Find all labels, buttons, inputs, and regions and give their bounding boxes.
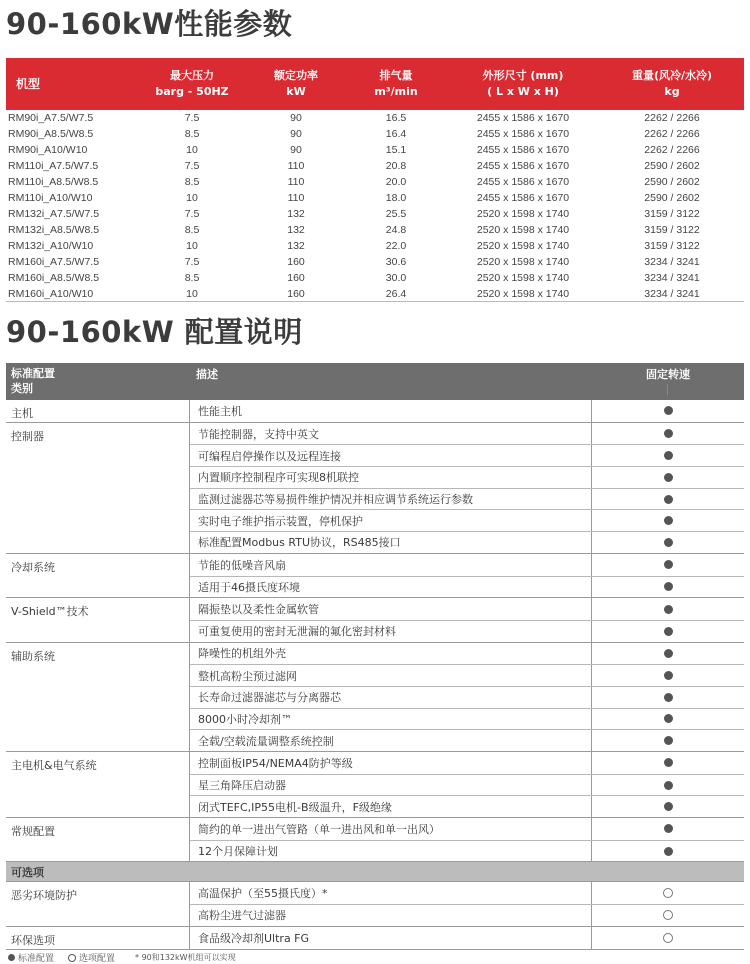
item-mark — [592, 888, 744, 898]
model-cell: RM90i_A8.5/W8.5 — [8, 128, 94, 140]
item-description: 简约的单一进出气管路（单一进出风和单一出风） — [190, 818, 592, 840]
item-mark — [592, 714, 744, 723]
optional-section-bar: 可选项 — [6, 862, 744, 882]
standard-dot-icon — [664, 671, 673, 680]
item-mark — [592, 473, 744, 482]
item-description: 星三角降压启动器 — [190, 775, 592, 796]
standard-dot-icon — [664, 802, 673, 811]
pressure-cell: 8.5 — [184, 128, 200, 140]
item-mark — [592, 516, 744, 525]
model-cell: RM132i_A8.5/W8.5 — [8, 224, 100, 236]
pressure-cell: 10 — [186, 144, 198, 156]
group-items — [190, 927, 744, 949]
power-cell: 90 — [290, 144, 302, 156]
pressure-cell: 10 — [186, 287, 198, 300]
config-item — [190, 488, 744, 510]
item-description: 控制面板IP54/NEMA4防护等级 — [190, 752, 592, 774]
standard-dot-icon — [664, 714, 673, 723]
standard-dot-icon — [664, 516, 673, 525]
pressure-cell: 8.5 — [184, 224, 200, 236]
group-category: 环保选项 — [6, 927, 190, 949]
item-mark — [592, 910, 744, 920]
weight-cell: 2262 / 2266 — [644, 112, 700, 124]
group-items — [190, 400, 744, 422]
config-item — [190, 818, 744, 840]
item-mark — [592, 538, 744, 547]
group-category: 常规配置 — [6, 818, 190, 861]
weight-cell: 2590 / 2602 — [644, 176, 700, 188]
group-items — [190, 643, 744, 751]
flow-cell: 15.1 — [385, 144, 407, 156]
standard-dot-icon — [664, 582, 673, 591]
group-items — [190, 818, 744, 861]
flow-cell: 26.4 — [385, 287, 407, 300]
item-description: 高粉尘进气过滤器 — [190, 905, 592, 926]
config-table-header — [6, 363, 744, 400]
spec-header-pressure: 最大压力 barg - 50HZ — [155, 69, 229, 98]
model-cell: RM160i_A10/W10 — [8, 287, 94, 300]
config-group — [6, 554, 744, 598]
config-item — [190, 576, 744, 598]
config-item — [190, 620, 744, 642]
group-category: 控制器 — [6, 423, 190, 553]
config-group — [6, 400, 744, 423]
dimensions-cell: 2520 x 1598 x 1740 — [476, 256, 570, 268]
group-items — [190, 752, 744, 817]
power-cell: 110 — [287, 160, 305, 172]
dimensions-cell: 2455 x 1586 x 1670 — [476, 128, 570, 140]
spec-row — [6, 270, 744, 286]
power-cell: 110 — [287, 176, 305, 188]
item-description: 食品级冷却剂Ultra FG — [190, 927, 592, 949]
legend-standard: 标准配置 — [18, 954, 55, 964]
model-cell: RM110i_A7.5/W7.5 — [8, 160, 99, 172]
config-item — [190, 598, 744, 620]
spec-table-header — [6, 58, 744, 110]
item-description: 闭式TEFC,IP55电机-B级温升，F级绝缘 — [190, 796, 592, 817]
group-items — [190, 423, 744, 553]
standard-groups — [6, 400, 744, 862]
model-cell: RM160i_A7.5/W7.5 — [8, 256, 100, 268]
standard-dot-icon — [664, 538, 673, 547]
item-description: 降噪性的机组外壳 — [190, 643, 592, 665]
group-items — [190, 882, 744, 925]
item-description: 可编程启停操作以及远程连接 — [190, 445, 592, 466]
power-cell: 132 — [287, 224, 305, 236]
flow-cell: 16.5 — [385, 112, 407, 124]
spec-header-flow: 排气量 m³/min — [374, 69, 418, 98]
item-mark — [592, 406, 744, 415]
config-item — [190, 554, 744, 576]
optional-groups — [6, 882, 744, 949]
spec-row — [6, 190, 744, 206]
dimensions-cell: 2520 x 1598 x 1740 — [476, 272, 570, 284]
power-cell: 132 — [287, 240, 305, 252]
dimensions-cell: 2455 x 1586 x 1670 — [476, 160, 570, 172]
config-group — [6, 423, 744, 554]
spec-title: 90-160kW性能参数 — [6, 7, 293, 41]
spec-row — [6, 110, 744, 126]
config-header-category: 标准配置 类别 — [11, 367, 55, 395]
spec-row — [6, 222, 744, 238]
standard-dot-icon — [664, 495, 673, 504]
weight-cell: 3234 / 3241 — [644, 287, 700, 300]
model-cell: RM90i_A7.5/W7.5 — [8, 112, 94, 124]
config-item — [190, 729, 744, 751]
pressure-cell: 7.5 — [184, 256, 200, 268]
standard-dot-icon — [664, 560, 673, 569]
dimensions-cell: 2520 x 1598 x 1740 — [476, 240, 570, 252]
spec-row — [6, 238, 744, 254]
config-group — [6, 927, 744, 950]
config-item — [190, 795, 744, 817]
config-item — [190, 882, 744, 904]
weight-cell: 2590 / 2602 — [644, 160, 700, 172]
power-cell: 90 — [290, 112, 302, 124]
flow-cell: 22.0 — [385, 240, 407, 252]
spec-row — [6, 254, 744, 270]
spec-header-dimensions: 外形尺寸 (mm) ( L x W x H) — [482, 69, 564, 98]
config-item — [190, 531, 744, 553]
flow-cell: 30.0 — [385, 272, 407, 284]
item-mark — [592, 560, 744, 569]
model-cell: RM160i_A8.5/W8.5 — [8, 272, 100, 284]
legend — [8, 951, 236, 964]
power-cell: 160 — [287, 272, 305, 284]
optional-ring-icon — [68, 954, 76, 962]
standard-dot-icon — [8, 954, 15, 961]
item-mark — [592, 847, 744, 856]
dimensions-cell: 2455 x 1586 x 1670 — [476, 192, 570, 204]
config-item — [190, 927, 744, 949]
item-description: 隔振垫以及柔性金属软管 — [190, 598, 592, 620]
item-description: 标准配置Modbus RTU协议，RS485接口 — [190, 532, 592, 553]
config-item — [190, 400, 744, 422]
spec-row — [6, 142, 744, 158]
pressure-cell: 10 — [186, 240, 198, 252]
spec-header-model: 机型 — [16, 77, 41, 91]
standard-dot-icon — [664, 473, 673, 482]
item-mark — [592, 627, 744, 636]
config-item — [190, 664, 744, 686]
item-mark — [592, 781, 744, 790]
item-description: 适用于46摄氏度环境 — [190, 577, 592, 598]
dimensions-cell: 2520 x 1598 x 1740 — [476, 208, 570, 220]
config-group — [6, 752, 744, 818]
item-description: 性能主机 — [190, 400, 592, 422]
pressure-cell: 10 — [186, 192, 198, 204]
standard-dot-icon — [664, 605, 673, 614]
item-mark — [592, 451, 744, 460]
flow-cell: 18.0 — [385, 192, 407, 204]
item-description: 实时电子维护指示装置，停机保护 — [190, 510, 592, 531]
standard-dot-icon — [664, 429, 673, 438]
power-cell: 160 — [287, 287, 305, 300]
model-cell: RM110i_A10/W10 — [8, 192, 93, 204]
pressure-cell: 7.5 — [184, 160, 200, 172]
group-category: 主机 — [6, 400, 190, 422]
config-item — [190, 840, 744, 862]
power-cell: 90 — [290, 128, 302, 140]
item-mark — [592, 582, 744, 591]
legend-optional: 选项配置 — [79, 954, 116, 964]
pressure-cell: 7.5 — [184, 208, 200, 220]
group-category: V-Shield™技术 — [6, 598, 190, 641]
dimensions-cell: 2455 x 1586 x 1670 — [476, 176, 570, 188]
pressure-cell: 8.5 — [184, 272, 200, 284]
config-item — [190, 509, 744, 531]
item-description: 12个月保障计划 — [190, 841, 592, 862]
standard-dot-icon — [664, 824, 673, 833]
spec-row — [6, 174, 744, 190]
model-cell: RM110i_A8.5/W8.5 — [8, 176, 99, 188]
flow-cell: 24.8 — [385, 224, 407, 236]
spec-header-power: 额定功率 kW — [274, 69, 318, 98]
config-group — [6, 643, 744, 752]
standard-dot-icon — [664, 847, 673, 856]
config-title: 90-160kW 配置说明 — [6, 315, 303, 349]
dimensions-cell: 2455 x 1586 x 1670 — [476, 112, 570, 124]
config-group — [6, 882, 744, 926]
group-items — [190, 554, 744, 597]
standard-dot-icon — [664, 627, 673, 636]
model-cell: RM90i_A10/W10 — [8, 144, 88, 156]
config-item — [190, 774, 744, 796]
weight-cell: 3234 / 3241 — [644, 272, 700, 284]
item-description: 8000小时冷却剂™ — [190, 709, 592, 730]
config-item — [190, 904, 744, 926]
flow-cell: 20.8 — [385, 160, 407, 172]
config-item — [190, 643, 744, 665]
standard-dot-icon — [664, 693, 673, 702]
item-mark — [592, 824, 744, 833]
config-group — [6, 818, 744, 862]
weight-cell: 3159 / 3122 — [644, 224, 700, 236]
group-category: 冷却系统 — [6, 554, 190, 597]
group-category: 辅助系统 — [6, 643, 190, 751]
weight-cell: 2262 / 2266 — [644, 128, 700, 140]
config-header-fixed-speed: 固定转速 — [646, 368, 690, 381]
standard-dot-icon — [664, 451, 673, 460]
config-group — [6, 598, 744, 642]
config-header-description: 描述 — [196, 368, 218, 381]
item-mark — [592, 802, 744, 811]
spec-row — [6, 126, 744, 142]
standard-dot-icon — [664, 649, 673, 658]
config-item — [190, 444, 744, 466]
spec-table-body — [6, 110, 744, 302]
item-description: 全载/空载流量调整系统控制 — [190, 730, 592, 751]
item-description: 节能的低噪音风扇 — [190, 554, 592, 576]
item-mark — [592, 693, 744, 702]
item-mark — [592, 605, 744, 614]
weight-cell: 2262 / 2266 — [644, 144, 700, 156]
standard-dot-icon — [664, 781, 673, 790]
standard-dot-icon — [664, 406, 673, 415]
group-category: 主电机&电气系统 — [6, 752, 190, 817]
power-cell: 132 — [287, 208, 305, 220]
weight-cell: 3159 / 3122 — [644, 240, 700, 252]
legend-note: * 90和132kW机组可以实现 — [135, 953, 236, 962]
pressure-cell: 7.5 — [184, 112, 200, 124]
group-category: 恶劣环境防护 — [6, 882, 190, 925]
pressure-cell: 8.5 — [184, 176, 200, 188]
dimensions-cell: 2455 x 1586 x 1670 — [476, 144, 570, 156]
config-table — [6, 363, 744, 950]
power-cell: 160 — [287, 256, 305, 268]
config-item — [190, 466, 744, 488]
optional-ring-icon — [663, 888, 673, 898]
group-items — [190, 598, 744, 641]
config-item — [190, 708, 744, 730]
weight-cell: 2590 / 2602 — [644, 192, 700, 204]
item-mark — [592, 429, 744, 438]
item-mark — [592, 671, 744, 680]
model-cell: RM132i_A10/W10 — [8, 240, 94, 252]
spec-header-weight: 重量(风冷/水冷) kg — [631, 69, 713, 98]
optional-ring-icon — [663, 910, 673, 920]
green-marker — [667, 384, 668, 395]
dimensions-cell: 2520 x 1598 x 1740 — [476, 224, 570, 236]
power-cell: 110 — [287, 192, 305, 204]
flow-cell: 30.6 — [385, 256, 407, 268]
weight-cell: 3159 / 3122 — [644, 208, 700, 220]
item-description: 可重复使用的密封无泄漏的氟化密封材料 — [190, 621, 592, 642]
item-description: 整机高粉尘预过滤网 — [190, 665, 592, 686]
item-description: 高温保护（至55摄氏度）* — [190, 882, 592, 904]
standard-dot-icon — [664, 736, 673, 745]
flow-cell: 16.4 — [385, 128, 407, 140]
spec-row — [6, 158, 744, 174]
item-description: 长寿命过滤器滤芯与分离器芯 — [190, 687, 592, 708]
weight-cell: 3234 / 3241 — [644, 256, 700, 268]
item-mark — [592, 736, 744, 745]
spec-row — [6, 206, 744, 222]
item-mark — [592, 758, 744, 767]
item-description: 节能控制器，支持中英文 — [190, 423, 592, 445]
flow-cell: 20.0 — [385, 176, 407, 188]
standard-dot-icon — [664, 758, 673, 767]
config-item — [190, 686, 744, 708]
spec-row — [6, 286, 744, 302]
config-item — [190, 423, 744, 445]
item-mark — [592, 933, 744, 943]
spec-table — [6, 58, 744, 302]
item-mark — [592, 649, 744, 658]
model-cell: RM132i_A7.5/W7.5 — [8, 208, 100, 220]
flow-cell: 25.5 — [385, 208, 407, 220]
item-description: 监测过滤器芯等易损件维护情况并相应调节系统运行参数 — [190, 489, 592, 510]
dimensions-cell: 2520 x 1598 x 1740 — [476, 287, 570, 300]
item-description: 内置顺序控制程序可实现8机联控 — [190, 467, 592, 488]
item-mark — [592, 495, 744, 504]
config-item — [190, 752, 744, 774]
optional-ring-icon — [663, 933, 673, 943]
